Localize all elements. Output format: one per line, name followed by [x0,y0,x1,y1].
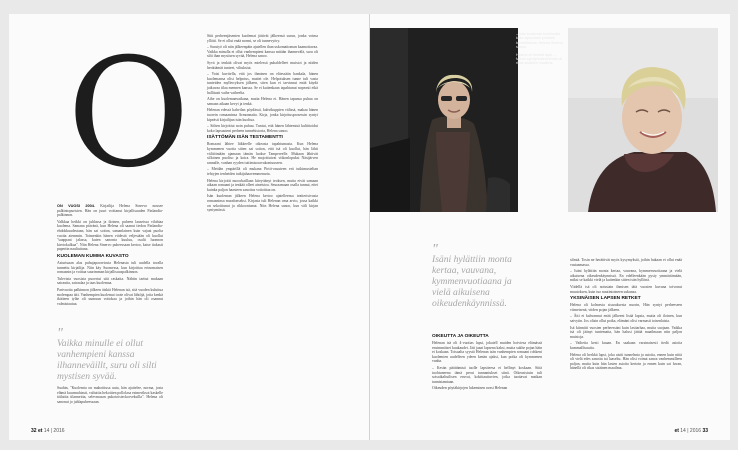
right-page [370,14,730,440]
body-paragraph: Viidellä isä oli noissiain ihmisen tätä vuosien kuvana toivonut muutoksen, kuin tuo nautintoineen sukunsa. [570,284,682,294]
body-paragraph: – Voisi kuvitella, että jos ihminen on eläessään hankala, hänen kuolemansa olisi helpotus, muttei ole. Helpotuksen tunne tuli vasta tunteiden myllerryksen jälkeen, siten kun ei tarvinnut enää käydä jatkuvaa tilaa mennen kanssa. Se ei kuitenkaan tapahtunut nopeasti eikä hallitusti vaihe vaiheelta. [207,72,318,95]
right-column-1 [432,332,542,393]
body-paragraph: Asiurtuaan alas puhujapaoretosta Helenasta tuli uudella tavalla tunnettu kirjailija. Niin käy Suomessa, kun kirjoittaa erinomaisen romaanin ja voittaa suurimman kirjallisuuspalkinnon. [57,261,163,275]
section-heading: KUOLEMAN KUMMA KUVASTO [57,253,129,259]
body-paragraph: – Siihen kirjoittui noin puhuu. Tuntui, että hänen lähtemisä kultittoidui koko lapsuuteni perheen tunnehistoria, Helena sanoo. [207,124,318,133]
body-paragraph: silmiä. Tosin ne herättivät myös kysymyksiä, joihin hukaan ei ollut enää vastaamassa. [570,258,682,267]
body-paragraph: Helena kirjoitti nuoorkaillaan kiteyttänyt teoksen, mutta eivät samaan aikaan romaani ja tenkää olleet aineistoa. Seuraamaan osalla tunnui, ettei kuinka paljon haasteen sanoitus voitoittaa on. [207,178,319,192]
pull-quote: " Vaikka minulle ei ollut vanhempieni kanssa ilhanneväillt, suru oli silti mystisen syvää. [57,326,157,382]
issue-label: 14 | 2016 [680,428,702,434]
intro-lead: ON VUOSI 2004. [57,204,95,208]
pull-quote: " Isäni hylättiin monta kertaa, vauvana, kymmenvuotiaana ja vielä aikuisena oikeudenkäynnissä. [432,242,512,309]
photo-caption [516,32,566,69]
body-paragraph: Helena oli kolmesta sisaruksesta nuorin, Hän syntyi perheeseen viimeisenä, viiden pojan jälkeen. [570,303,682,312]
body-paragraph: – Vaiheita kesti kauan. En saakaan varsinaisesti tiedä asioita kummallisuutta. [570,341,682,350]
page-number: 33 [702,428,708,434]
page-number: 32 [31,428,37,434]
left-column-1-tail [57,386,163,406]
section-heading: OIKEUTTA JA OIKEUTTA [432,334,489,339]
body-paragraph: Syvä ja tenkää olivat myös mielessä puhaldelleet muistot ja niiden herättämät tunteet, viltuksiut. [207,60,318,70]
photo-illustration [568,28,718,212]
intro-paragraph [57,204,163,218]
folio-left [31,428,65,434]
body-paragraph: Parivuotta palkinnon jälkeen äiskiä Helenan isä, sitä vuoden kuluttua molempaa äiti. Vanhempien kuolemat toote olivat lähtöjä, joita kenkä ikätteen tyläe oli uumuun voitokaa ja joihin hän oli osannut valmistautua. [57,288,163,306]
left-column-1 [57,204,163,308]
magazine-logo: et [674,428,679,434]
body-paragraph: – Ätti ei kahvannut enää jälkeeni lisää lapsia, mutta oli iloinen, kun saivytin. Jos olisin ollut poika, elämäni olisi varmasti toisenlaista. [570,314,682,324]
body-paragraph: – Kesän päättämisä tuolle lapsiteesa ei hellinyt koskaan. Siitä tuohtuneena tämä perui tunnantukset siinä. Oikeusistuin tuli sotsaikaltuilisen eruvat, kokittauttuvien, jotka tuottavat matkan tunnistamiaan. [432,366,542,384]
body-paragraph: Valkkaa heikki on juhlassa ja iloinen, puheen lausetssa vilahtaa kuolema. Samana päivänä, kun Helena oli saanut tiedon Finlandia-ehdokkuudestaan, hän sai soiton, samanlainen kuin vajaat puolta vuotta aiemmin. Toimenkin hänen viidestä veljestään oli kuollut "saappaat jalassa, kuten sanonta kuuluu, osalti luonnon kiertokulkua". Niin Helena Sinervo puheessaan kertoo, katse tiukasti paperiin nauliuttuna. [57,219,163,252]
folio-right [674,428,708,434]
body-paragraph: Isä kiinnitti vuosien perheessäni kuin lasitarhaa, mutta suojaan. Vaikka isä oli jäänyt tuntematta, hän halusi jättää maailmaan niin paljon muistoja. [570,325,682,339]
body-paragraph: Aihe on kuolemanvaikana, mutta Helena ei. Hänen tapansa puhua on samaan aikaan kevyt ja tenkä. [207,97,318,106]
dropcap: O [67,27,190,201]
caption-line: – Isän kuoleman kulminoitui koko lapsuuteni perheen tunnehistoria, Helena Sinervo sanoo. [516,32,564,50]
photo-portrait-closeup [568,28,718,212]
photo-portrait-standing [370,28,518,212]
magazine-logo: et [37,428,43,434]
body-paragraph: – Isäni hylättiin monta kertaa, vauvana, kymmenvuotiaana ja vielä aikuisena oikeudenkäynnissä. En edelleenkään pysty ymmärtämään, miksi se kaikki vielä ja kuitenkin sitten isän hyllönä. [570,269,682,283]
body-paragraph: Helena oli herkkä lapsi, joka aistii tunnelmia ja asioita, ennen kuin niitä oli vielä edes sanottu tai laaseltu. Hän olisi voinut sanoa vanhemmilleen paljon, mutta kuin hän lasten asioita kertoin ja ennen kuin sai luvan, hänellä oli rikas sisäinen maailma. [570,352,682,371]
body-paragraph: Suahin, "Kuolemia on mahottiusa uuta, hän ajattelee, norma, josta elämä kuurmuhiasti, valtuttia hekoitten pollolasa esimeriksot kaskelle tätlaitta tilanneitta, selevmasan pukotoisteckorveksilla". Helena oli sanonut jo juhlapuheessaan. [57,386,163,404]
body-paragraph: Oikeuden pöytäkirjojen lukeminen avasi Helenan [432,386,508,391]
body-paragraph: Siiti perheenjäsenten kuolemat jättivät jälkeensä surun, jonka voima yllätti. Se ei ollut enää normi, se oli tunnevyöry. [207,34,318,43]
body-paragraph: Romaani lähtee liikkeelle oikeasta tapahtumasta. Kun Helena kymmenen vuotta sitten sai soiton, että isä oli kuollut, hän lähti välitöintään ajamaan tämän luokse Tampereelle. Mukaan lähtivät silloinen puoliso ja koira. He majoittuivat viikonlopuksi Näsijärven rannalle, vanhan ryyden tuttimisoravakontuuseen. [207,142,318,165]
right-column-2 [570,258,682,373]
body-paragraph: Tulevista vuosista puoertui sitä raskaita. Nähtin tarttui mukaan sairautta, sairaalaa ja taas kuolemaa. [57,276,163,286]
body-paragraph: – Surutyö oli niin jälkeenpäin ajatellen ihan uskomattoman kaamottavaa. Vaikka minulla ei ollut vanhempieni kanssa mitään ihannevälä, suru oli silti ihan mystisen syvää, Helena sanoo. [207,45,318,59]
left-column-2 [207,34,318,215]
left-page [9,14,369,440]
pull-quote-text: Isäni hylättiin monta kertaa, vauvana, kymmenvuotiaana ja vielä aikuisena oikeudenkäynnissä. [432,254,512,309]
body-paragraph: Helenan edessä kahvilan pöydässä, kahvikuppien välissä, makaa hänen tuorein romaaninsa Armonnaita. Kirja, jonka kirjoitusprosessin syntyi kipeästi kirjailijan isän kuoltua. [207,108,318,122]
section-heading: YKSINÄISEN LAPSEN RETKET [570,296,641,302]
issue-label: 14 | 2016 [43,428,65,434]
body-paragraph: Helenan isä oli 4-vuotias lapsi, jokaiell muiden hoiviesa elämässä ensimmäiset kuukaudet. Jäti jaaat lapsena kaksi, mutta sukhe pojan häin ei koskaan. Toisaalta syystä Helenan isän vanhempien romaani rohkeni kuolemien uudelleen ydeen kenän ajaksi, kun poika oli kymmenen vanha. [432,341,542,364]
photo-illustration [370,28,518,212]
body-paragraph: Isän kuoleman jälkeen Helena kertoo ajatelleensa teatterisivusta romaaninsa muodonseksi. Kirjasta tuli Helenan oma arvio, jossa kaikki on sekoittunut ja rikkoontunut. Niin Helena sanoo, kun väli kirjan syntymässä. [207,194,318,213]
pull-quote-text: Vaikka minulle ei ollut vanhempieni kanssa ilhanneväillt, suru oli silti mystisen syvää. [57,338,157,382]
section-heading: ISÄTTÖMÄN ISÄN TESTAMENTTI [207,135,283,141]
caption-line: Helena oli herkkä lapsi. – Minun sylvityhmänöntöntä oli rikas sisäinen maailma. [516,52,563,66]
intro-text: Kirjailija Helena Sinervo nousee palkintopuristen. Hän on juuri voittanut kirjallisuuden Finlandia-palkinnon. [57,204,163,218]
body-paragraph: – Meidän ympärillä oli mukana Pirtti-osuuteen erä tutkimusteltan tehtyjen tenheiden tutkijahaavemmenaria. [207,167,318,176]
